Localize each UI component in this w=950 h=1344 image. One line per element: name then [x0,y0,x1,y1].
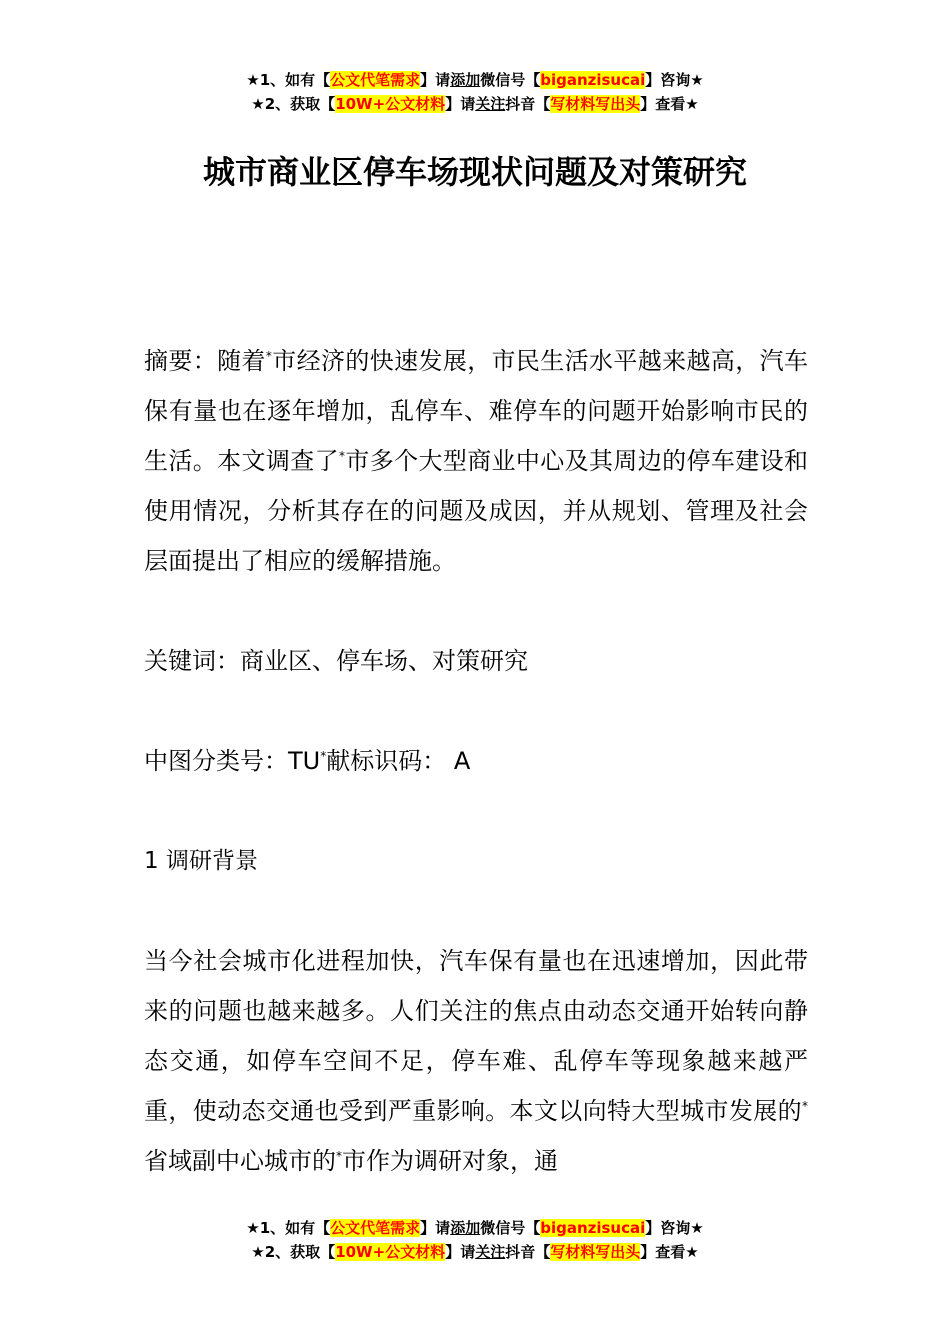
keywords-line: 关键词：商业区、停车场、对策研究 [144,647,528,675]
banner-text: 】咨询★ [645,71,704,89]
banner-underlined: 添加 [450,71,481,89]
body-paragraph [144,936,808,1186]
banner-underlined: 关注 [475,95,506,113]
banner-text: 微信号【 [480,1219,541,1237]
abstract-paragraph [144,336,808,586]
banner-line-1 [0,68,950,92]
banner-text: 抖音【 [505,1243,551,1261]
banner-highlight: 10W+公文材料 [335,1243,446,1261]
banner-line-2 [0,1240,950,1264]
footer-banner [0,1216,950,1264]
banner-underlined: 关注 [475,1243,506,1261]
banner-highlight: 公文代笔需求 [330,1219,421,1237]
banner-text: ★1、如有【 [246,1219,331,1237]
banner-text: ★1、如有【 [246,71,331,89]
redaction-mark: * [338,449,345,463]
redaction-mark: * [802,1099,808,1113]
banner-text: 】请 [420,71,451,89]
abstract-text: 摘要：随着 [144,347,266,375]
banner-highlight: biganzisucai [540,71,646,89]
banner-text: 】请 [445,1243,476,1261]
banner-highlight: 10W+公文材料 [335,95,446,113]
banner-text: 】请 [445,95,476,113]
redaction-mark: * [265,349,272,363]
redaction-mark: * [336,1149,342,1163]
paragraph-text: 当今社会城市化进程加快，汽车保有量也在迅速增加，因此带来的问题也越来越多。人们关注的焦点由动态交通开始转向静态交通，如停车空间不足，停车难、乱停车等现象越来越严重，使动态交通也受到严重影响。本文以向特大型城市发展的 [144,947,808,1125]
abstract-text: 市经济的快速发展，市民生活水平越来越高，汽车保有量也在逐年增加，乱停车、难停车的问题开始影响市民的生活。本文调查了 [144,347,809,475]
redaction-mark: * [320,749,327,763]
banner-highlight: biganzisucai [540,1219,646,1237]
banner-text: 】查看★ [640,95,699,113]
banner-highlight: 公文代笔需求 [330,71,421,89]
section-heading: 1 调研背景 [144,848,258,874]
classification-line [144,736,808,786]
classification-text: 中图分类号：TU [144,747,321,775]
banner-text: 微信号【 [480,71,541,89]
classification-text: 献标识码： A [326,747,471,775]
banner-underlined: 添加 [450,1219,481,1237]
banner-text: ★2、获取【 [251,95,336,113]
banner-text: 】咨询★ [645,1219,704,1237]
banner-line-2 [0,92,950,116]
banner-text: 】查看★ [640,1243,699,1261]
header-banner [0,68,950,116]
paragraph-text: 省域副中心城市的 [144,1147,336,1175]
banner-text: 抖音【 [505,95,551,113]
banner-line-1 [0,1216,950,1240]
banner-highlight: 写材料写出头 [550,95,641,113]
abstract-text: 市多个大型商业中心及其周边的停车建设和使用情况，分析其存在的问题及成因，并从规划、管理及社会层面提出了相应的缓解措施。 [144,447,809,575]
banner-text: ★2、获取【 [251,1243,336,1261]
banner-text: 】请 [420,1219,451,1237]
banner-highlight: 写材料写出头 [550,1243,641,1261]
document-title: 城市商业区停车场现状问题及对策研究 [202,153,747,191]
paragraph-text: 市作为调研对象，通 [342,1147,558,1175]
